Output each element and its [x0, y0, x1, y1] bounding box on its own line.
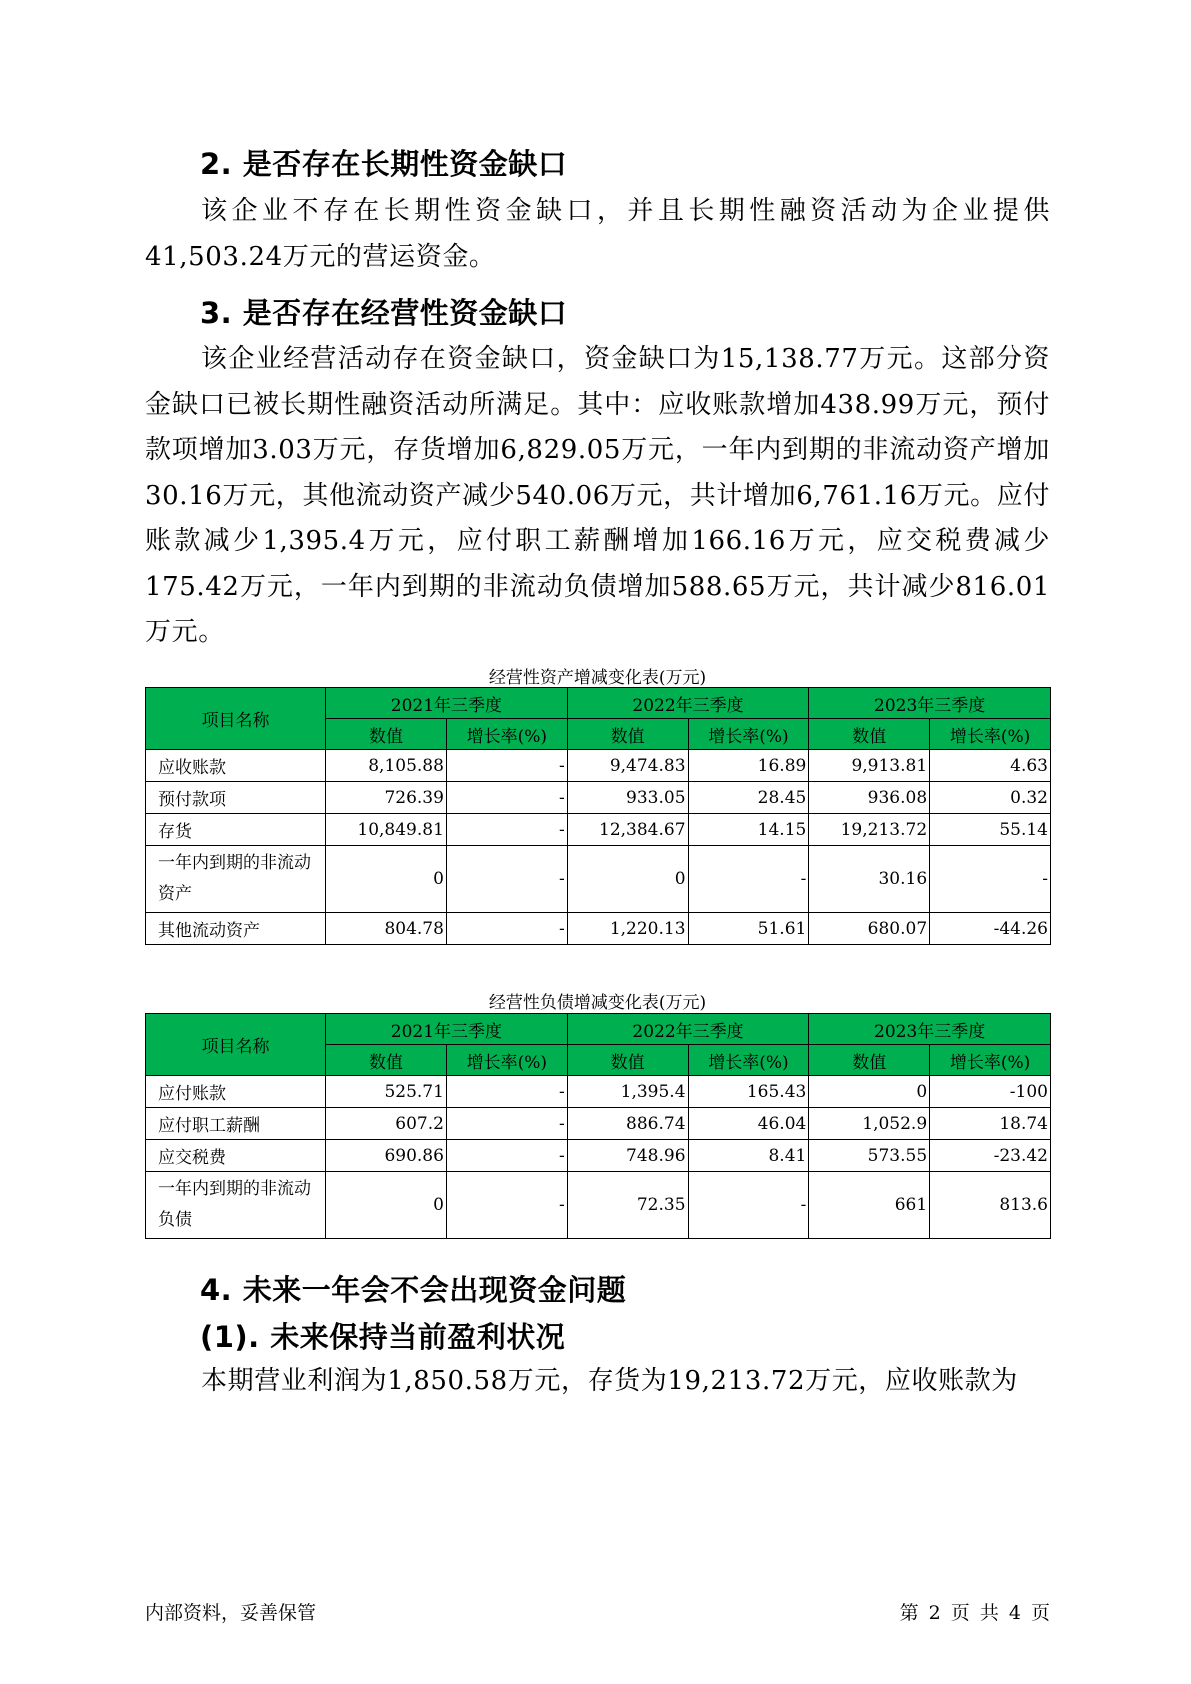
period-header: 2021年三季度	[326, 688, 568, 719]
table-cell: 886.74	[567, 1108, 688, 1140]
liability-change-table	[145, 1013, 1051, 1239]
footer-confidential-note: 内部资料，妥善保管	[145, 1602, 317, 1624]
section-3-heading: 3. 是否存在经营性资金缺口	[200, 296, 568, 330]
table-cell: 804.78	[326, 913, 447, 945]
period-header: 2021年三季度	[326, 1014, 568, 1045]
table-cell: -	[446, 750, 567, 782]
table-cell: -44.26	[930, 913, 1051, 945]
row-name: 存货	[146, 814, 326, 846]
table-cell: -	[446, 913, 567, 945]
table-cell: 46.04	[688, 1108, 809, 1140]
table-cell: 690.86	[326, 1140, 447, 1172]
table-cell: 813.6	[930, 1172, 1051, 1239]
table-cell: 0	[567, 846, 688, 913]
asset-change-table	[145, 687, 1051, 945]
table-cell: 661	[809, 1172, 930, 1239]
table-row	[146, 782, 1051, 814]
table-cell: -100	[930, 1076, 1051, 1108]
table-cell: 19,213.72	[809, 814, 930, 846]
table-cell: 0	[326, 846, 447, 913]
row-name: 应交税费	[146, 1140, 326, 1172]
table-cell: -	[688, 846, 809, 913]
table-row	[146, 1076, 1051, 1108]
table-cell: -	[446, 1172, 567, 1239]
table-cell: 9,913.81	[809, 750, 930, 782]
table-cell: 680.07	[809, 913, 930, 945]
value-header: 数值	[567, 719, 688, 750]
table-cell: 12,384.67	[567, 814, 688, 846]
table-cell: -	[446, 1140, 567, 1172]
table-cell: 14.15	[688, 814, 809, 846]
table-cell: -	[688, 1172, 809, 1239]
table-row	[146, 814, 1051, 846]
table-cell: 72.35	[567, 1172, 688, 1239]
rate-header: 增长率(%)	[446, 719, 567, 750]
table-cell: 1,220.13	[567, 913, 688, 945]
table-cell: 16.89	[688, 750, 809, 782]
table-cell: 525.71	[326, 1076, 447, 1108]
row-name: 一年内到期的非流动负债	[146, 1172, 326, 1239]
table-cell: 607.2	[326, 1108, 447, 1140]
rate-header: 增长率(%)	[930, 719, 1051, 750]
table-cell: 30.16	[809, 846, 930, 913]
rate-header: 增长率(%)	[930, 1045, 1051, 1076]
row-name: 一年内到期的非流动资产	[146, 846, 326, 913]
table-cell: 8.41	[688, 1140, 809, 1172]
table-cell: 28.45	[688, 782, 809, 814]
value-header: 数值	[326, 1045, 447, 1076]
table-cell: 4.63	[930, 750, 1051, 782]
value-header: 数值	[809, 719, 930, 750]
section-4-subheading: (1). 未来保持当前盈利状况	[200, 1320, 566, 1354]
table-cell: -	[446, 1076, 567, 1108]
value-header: 数值	[326, 719, 447, 750]
section-2-heading: 2. 是否存在长期性资金缺口	[200, 147, 568, 181]
section-2-paragraph: 该企业不存在长期性资金缺口，并且长期性融资活动为企业提供41,503.24万元的营运资金。	[145, 196, 1050, 272]
table-cell: 748.96	[567, 1140, 688, 1172]
table-cell: -	[446, 846, 567, 913]
row-name: 应收账款	[146, 750, 326, 782]
table-row	[146, 1172, 1051, 1239]
table-cell: 573.55	[809, 1140, 930, 1172]
rate-header: 增长率(%)	[688, 719, 809, 750]
table-cell: 0	[326, 1172, 447, 1239]
table-row	[146, 846, 1051, 913]
value-header: 数值	[567, 1045, 688, 1076]
table-cell: 10,849.81	[326, 814, 447, 846]
table-cell: 0.32	[930, 782, 1051, 814]
rate-header: 增长率(%)	[446, 1045, 567, 1076]
table-cell: 55.14	[930, 814, 1051, 846]
table-cell: 9,474.83	[567, 750, 688, 782]
table-cell: -	[446, 782, 567, 814]
table-row	[146, 750, 1051, 782]
table-cell: 726.39	[326, 782, 447, 814]
section-4-paragraph: 本期营业利润为1,850.58万元，存货为19,213.72万元，应收账款为	[201, 1366, 1018, 1396]
table-cell: -	[446, 1108, 567, 1140]
rate-header: 增长率(%)	[688, 1045, 809, 1076]
item-name-header: 项目名称	[146, 688, 326, 750]
table-cell: 1,052.9	[809, 1108, 930, 1140]
item-name-header: 项目名称	[146, 1014, 326, 1076]
table-header-row	[146, 688, 1051, 719]
table-cell: 933.05	[567, 782, 688, 814]
table-cell: 51.61	[688, 913, 809, 945]
table-header-row	[146, 1014, 1051, 1045]
asset-table-caption: 经营性资产增减变化表(万元)	[488, 668, 707, 688]
row-name: 应付职工薪酬	[146, 1108, 326, 1140]
period-header: 2022年三季度	[567, 688, 809, 719]
period-header: 2023年三季度	[809, 1014, 1051, 1045]
row-name: 其他流动资产	[146, 913, 326, 945]
row-name: 应付账款	[146, 1076, 326, 1108]
table-cell: 0	[809, 1076, 930, 1108]
period-header: 2022年三季度	[567, 1014, 809, 1045]
value-header: 数值	[809, 1045, 930, 1076]
section-4-heading: 4. 未来一年会不会出现资金问题	[200, 1273, 627, 1307]
footer-page-number: 第 2 页 共 4 页	[899, 1602, 1050, 1624]
table-row	[146, 1140, 1051, 1172]
table-cell: 8,105.88	[326, 750, 447, 782]
table-cell: -	[446, 814, 567, 846]
section-3-paragraph: 该企业经营活动存在资金缺口，资金缺口为15,138.77万元。这部分资金缺口已被长期性融资活动所满足。其中：应收账款增加438.99万元，预付款项增加3.03万元，存货增加6,829.05万元，一年内到期的非流动资产增加30.16万元，其他流动资产减少540.06万元，共计增加6,761.16万元。应付账款减少1,395.4万元，应付职工薪酬增加166.16万元，应交税费减少175.42万元，一年内到期的非流动负债增加588.65万元，共计减少816.01万元。	[145, 344, 1050, 647]
table-cell: 1,395.4	[567, 1076, 688, 1108]
table-row	[146, 913, 1051, 945]
period-header: 2023年三季度	[809, 688, 1051, 719]
table-cell: 165.43	[688, 1076, 809, 1108]
table-cell: 18.74	[930, 1108, 1051, 1140]
row-name: 预付款项	[146, 782, 326, 814]
table-cell: -23.42	[930, 1140, 1051, 1172]
table-row	[146, 1108, 1051, 1140]
table-cell: -	[930, 846, 1051, 913]
liability-table-caption: 经营性负债增减变化表(万元)	[488, 993, 707, 1013]
table-cell: 936.08	[809, 782, 930, 814]
